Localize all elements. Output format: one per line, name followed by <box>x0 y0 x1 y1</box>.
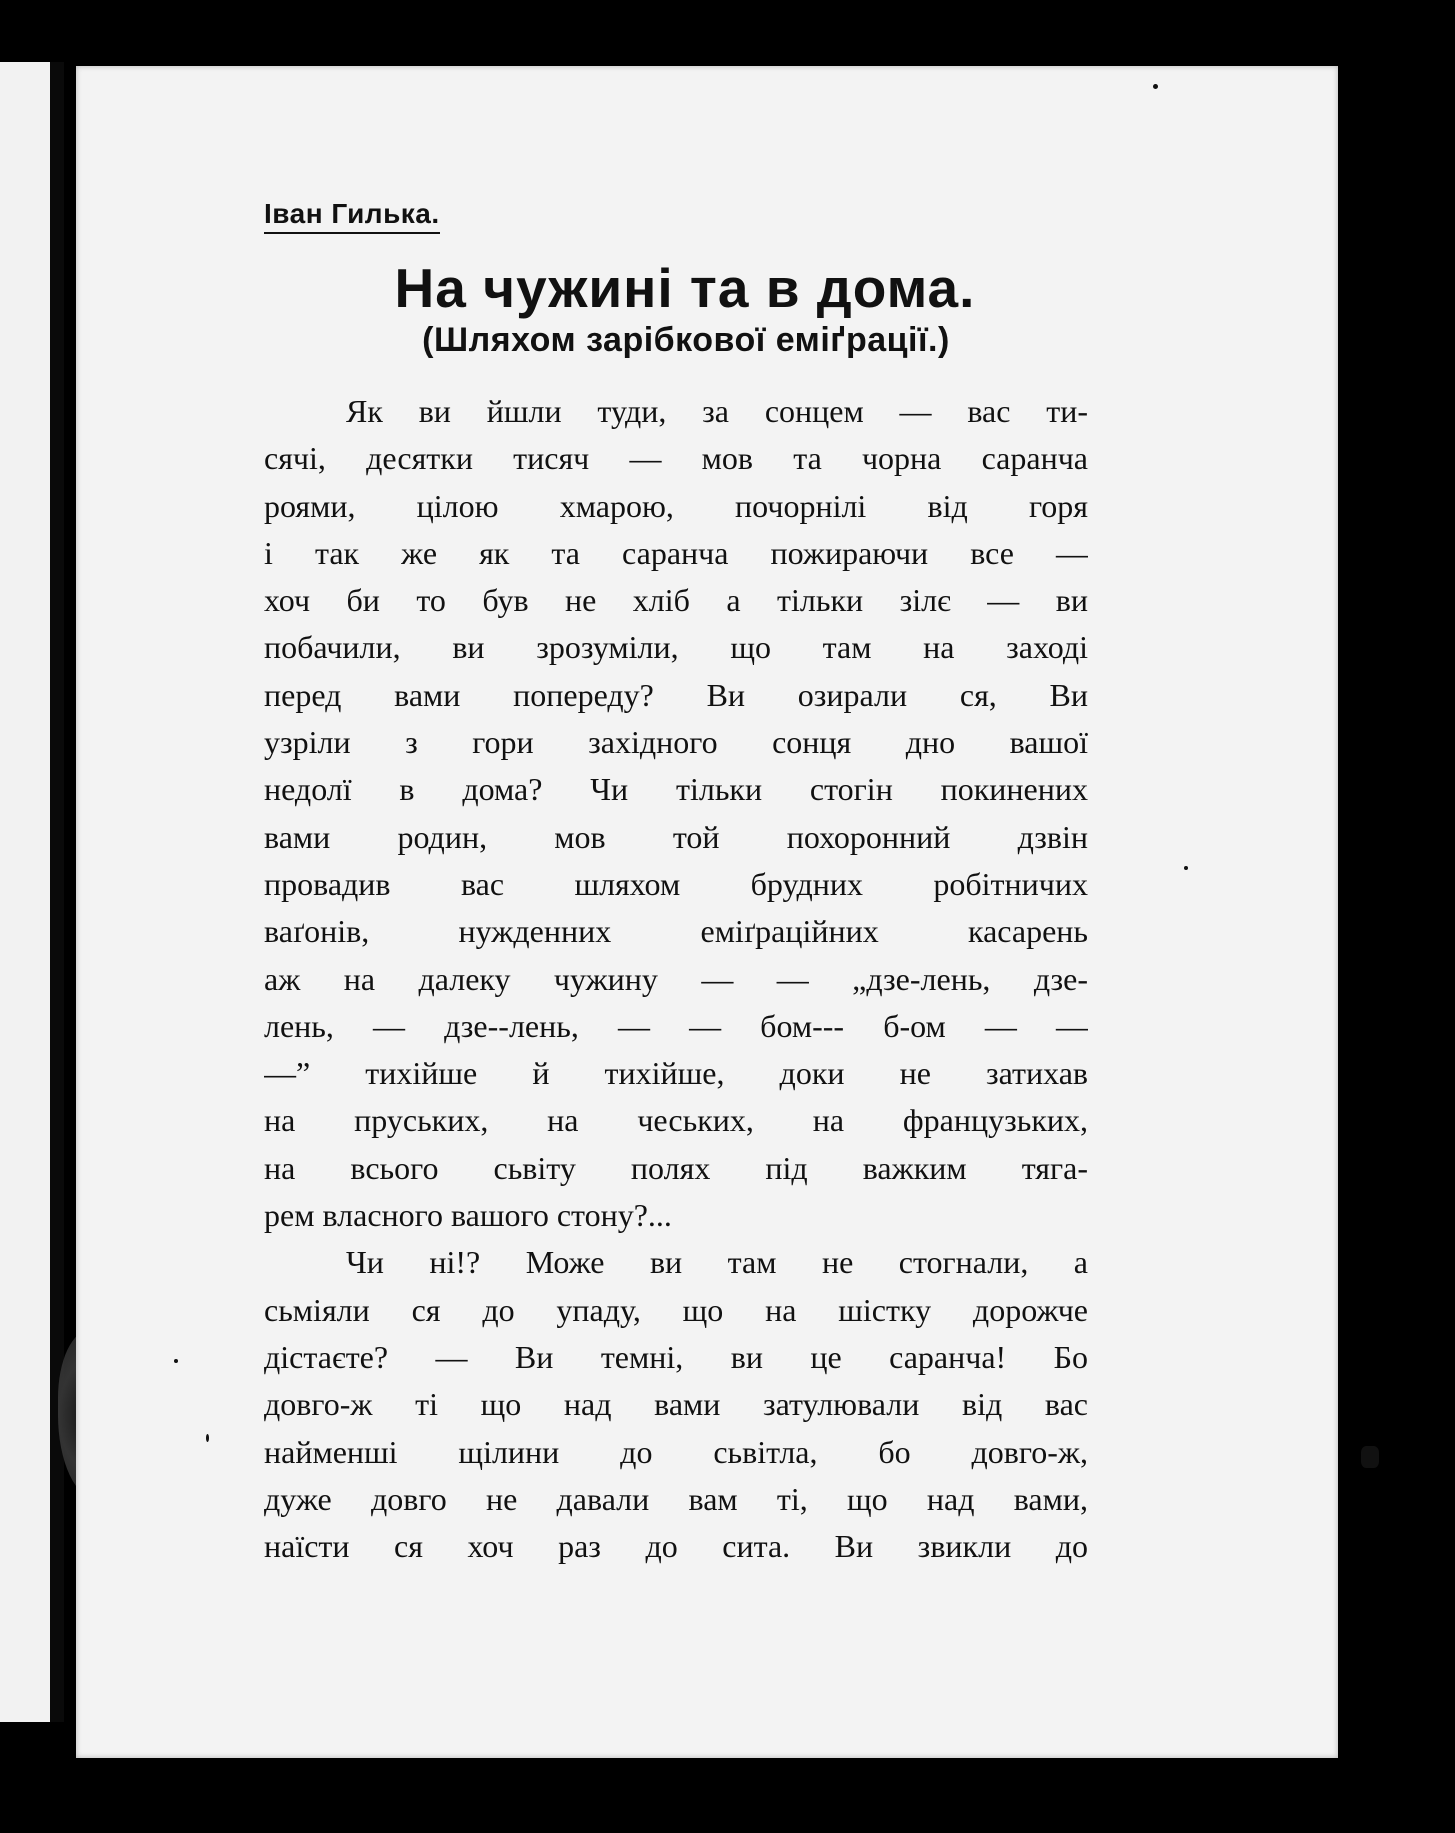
text-line: перед вами попереду? Ви озирали ся, Ви <box>264 676 1088 713</box>
text-line: побачили, ви зрозуміли, що там на заході <box>264 629 1088 666</box>
dust-speck <box>1184 866 1188 870</box>
text-line: сьміяли ся до упаду, що на шістку дорожче <box>264 1291 1088 1328</box>
text-line: роями, цілою хмарою, почорнілі від горя <box>264 487 1088 524</box>
text-line: дістаєте? — Ви темні, ви це саранча! Бо <box>264 1338 1088 1375</box>
author-name: Іван Гилька. <box>264 198 440 234</box>
article-title: На чужині та в дома. <box>394 257 976 319</box>
article-text <box>264 198 1088 1570</box>
text-line: недолї в дома? Чи тільки стогін покинених <box>264 771 1088 808</box>
text-line: дуже довго не давали вам ті, що над вами, <box>264 1480 1088 1517</box>
text-line: наїсти ся хоч раз до сита. Ви звикли до <box>264 1528 1088 1565</box>
dust-speck <box>206 1434 209 1442</box>
text-line: Чи ні!? Може ви там не стогнали, а <box>346 1244 1088 1281</box>
text-line: і так же як та саранча пожираючи все — <box>264 534 1088 571</box>
text-line: провадив вас шляхом брудних робітничих <box>264 865 1088 902</box>
text-line: найменші щілини до сьвітла, бо довго-ж, <box>264 1433 1088 1470</box>
text-line: аж на далеку чужину — — „дзе-лень, дзе- <box>264 960 1088 997</box>
text-line: вами родин, мов той похоронний дзвін <box>264 818 1088 855</box>
text-line: —” тихійше й тихійше, доки не затихав <box>264 1055 1088 1092</box>
text-line: рем власного вашого стону?... <box>264 1197 672 1234</box>
text-line: на всього сьвіту полях під важким тяга- <box>264 1149 1088 1186</box>
dust-speck <box>1153 84 1158 89</box>
dust-speck <box>174 1359 178 1363</box>
article-subtitle: (Шляхом зарібкової еміґрації.) <box>422 321 950 359</box>
page-gutter <box>50 62 64 1722</box>
facing-page-edge <box>0 62 50 1722</box>
text-line: хоч би то був не хліб а тільки зілє — ви <box>264 582 1088 619</box>
text-line: довго-ж ті що над вами затулювали від вас <box>264 1386 1088 1423</box>
dust-speck <box>1361 1446 1379 1468</box>
text-line: лень, — дзе--лень, — — бом--- б-ом — — <box>264 1007 1088 1044</box>
text-line: Як ви йшли туди, за сонцем — вас ти- <box>346 393 1088 429</box>
text-line: узріли з гори західного сонця дно вашої <box>264 724 1088 761</box>
text-line: сячі, десятки тисяч — мов та чорна саранча <box>264 440 1088 477</box>
text-line: на пруських, на чеських, на французьких, <box>264 1102 1088 1139</box>
text-line: ваґонів, нужденних еміґраційних касарень <box>264 913 1088 950</box>
